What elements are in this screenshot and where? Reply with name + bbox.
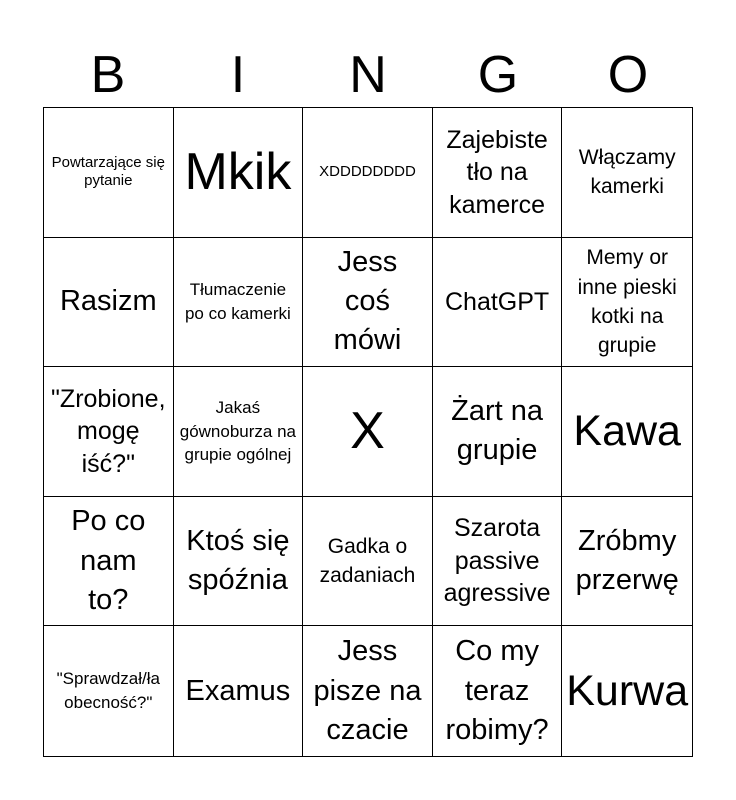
bingo-cell[interactable] — [433, 497, 563, 627]
cell-label: Zajebiste tło na kamerce — [446, 125, 548, 219]
cell-label: Kurwa — [566, 666, 689, 715]
cell-label: Tłumaczenie po co kamerki — [184, 280, 291, 323]
cell-label: ChatGPT — [444, 287, 550, 316]
bingo-header — [43, 44, 693, 106]
cell-label: Rasizm — [59, 285, 157, 318]
bingo-cell[interactable] — [174, 626, 304, 756]
cell-label: Żart na grupie — [451, 395, 544, 467]
bingo-cell[interactable] — [433, 626, 563, 756]
cell-label: Mkik — [184, 143, 292, 202]
cell-label: X — [350, 402, 385, 461]
cell-label: Kawa — [573, 406, 681, 455]
cell-label: Szarota passive agressive — [443, 514, 551, 608]
bingo-cell[interactable] — [303, 108, 433, 238]
cell-label: Co my teraz robimy? — [445, 635, 549, 746]
cell-label: Jess coś mówi — [333, 246, 402, 357]
bingo-cell[interactable] — [562, 108, 692, 238]
bingo-cell[interactable] — [433, 238, 563, 368]
bingo-cell[interactable] — [174, 367, 304, 497]
header-letter-n: N — [349, 46, 387, 104]
bingo-cell[interactable] — [44, 238, 174, 368]
bingo-cell[interactable] — [562, 497, 692, 627]
cell-label: XDDDDDDDD — [319, 162, 416, 180]
bingo-cell[interactable] — [174, 108, 304, 238]
header-letter-b: B — [90, 46, 126, 104]
cell-label: Examus — [185, 674, 291, 707]
bingo-cell[interactable] — [44, 108, 174, 238]
cell-label: Włączamy kamerki — [578, 145, 676, 199]
bingo-cell[interactable] — [44, 497, 174, 627]
bingo-cell[interactable] — [433, 108, 563, 238]
cell-label: Memy or inne pieski kotki na grupie — [577, 246, 677, 358]
bingo-cell[interactable] — [303, 367, 433, 497]
cell-label: Po co nam to? — [71, 505, 146, 616]
cell-label: "Sprawdzał/ła obecność?" — [56, 669, 160, 713]
cell-label: Zróbmy przerwę — [575, 524, 679, 597]
bingo-cell[interactable] — [562, 626, 692, 756]
header-letter-i: I — [230, 46, 246, 104]
bingo-cell[interactable] — [303, 238, 433, 368]
header-letter-o: O — [607, 46, 649, 104]
cell-label: Jakaś gównoburza na grupie ogólnej — [179, 397, 297, 465]
cell-label: Gadka o zadaniach — [319, 534, 416, 588]
header-letter-g: G — [477, 46, 519, 104]
bingo-cell[interactable] — [303, 497, 433, 627]
cell-label: "Zrobione, mogę iść?" — [51, 384, 166, 478]
bingo-cell[interactable] — [433, 367, 563, 497]
bingo-board — [43, 107, 693, 757]
bingo-cell[interactable] — [44, 367, 174, 497]
cell-label: Powtarzające się pytanie — [51, 153, 165, 190]
bingo-cell[interactable] — [44, 626, 174, 756]
bingo-cell[interactable] — [303, 626, 433, 756]
cell-label: Ktoś się spóźnia — [186, 524, 290, 597]
cell-label: Jess pisze na czacie — [313, 635, 422, 746]
bingo-cell[interactable] — [174, 238, 304, 368]
bingo-cell[interactable] — [562, 238, 692, 368]
bingo-cell[interactable] — [174, 497, 304, 627]
bingo-cell[interactable] — [562, 367, 692, 497]
